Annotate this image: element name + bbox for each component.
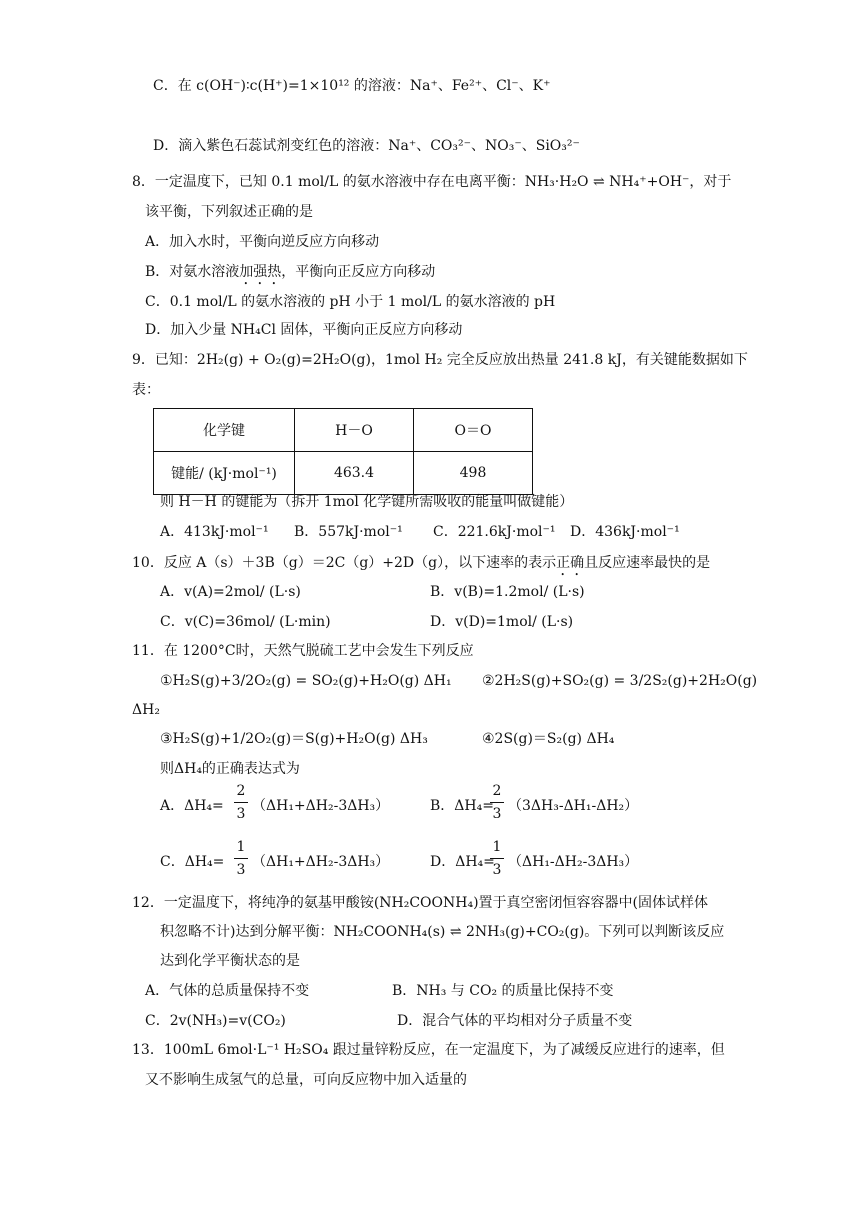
q11-stem: 11．在 1200°C时，天然气脱硫工艺中会发生下列反应	[132, 643, 474, 659]
fraction-denominator: 3	[236, 806, 246, 822]
q10-option-c: C．v(C)=36mol/ (L·min)	[160, 614, 331, 630]
q11-option-d-fraction	[490, 838, 504, 879]
q10-option-a: A．v(A)=2mol/ (L·s)	[160, 584, 301, 600]
q8-option-d: D．加入少量 NH₄Cl 固体，平衡向正反应方向移动	[145, 322, 463, 338]
q10-option-b: B．v(B)=1.2mol/ (L·s)	[430, 584, 585, 600]
q10-option-d: D．v(D)=1mol/ (L·s)	[430, 614, 574, 630]
q11-reaction-1: ①H₂S(g)+3/2O₂(g) = SO₂(g)+H₂O(g) ΔH₁	[160, 673, 452, 689]
q9-question: 则 H－H 的键能为（拆开 1mol 化学键所需吸收的能量叫做键能）	[160, 494, 574, 510]
q11-option-b-post: （3ΔH₃-ΔH₁-ΔH₂）	[508, 798, 639, 814]
q9-option-d: D．436kJ·mol⁻¹	[570, 524, 680, 540]
q8-stem-line2: 该平衡，下列叙述正确的是	[145, 204, 313, 220]
q11-reaction-2-enthalpy: ΔH₂	[132, 702, 160, 718]
table-cell: 463.4	[295, 452, 414, 495]
q11-option-d-post: （ΔH₁-ΔH₂-3ΔH₃）	[508, 854, 639, 870]
q9-option-c: C．221.6kJ·mol⁻¹	[433, 524, 556, 540]
q8-stem-line1: 8．一定温度下，已知 0.1 mol/L 的氨水溶液中存在电离平衡：NH₃·H₂O ⇌ NH₄⁺+OH⁻，对于	[132, 174, 732, 190]
q12-stem-line3: 达到化学平衡状态的是	[160, 953, 300, 969]
table-cell: 键能/ (kJ·mol⁻¹)	[154, 452, 295, 495]
table-header-cell: 化学键	[154, 409, 295, 452]
q11-option-a-post: （ΔH₁+ΔH₂-3ΔH₃）	[252, 798, 390, 814]
q10-stem-pre: 10．反应 A（s）＋3B（g）＝2C（g）+2D（g），以下速率的表示	[132, 555, 557, 571]
bond-energy-table	[153, 408, 533, 495]
q8-option-b-post: ，平衡向正反应方向移动	[281, 264, 436, 280]
q12-option-d: D．混合气体的平均相对分子质量不变	[397, 1013, 633, 1029]
q10-stem-post: 且反应速率最快的是	[584, 555, 711, 571]
q9-stem-line1: 9．已知：2H₂(g) + O₂(g)=2H₂O(g)，1mol H₂ 完全反应放出热量 241.8 kJ，有关键能数据如下	[132, 352, 748, 368]
q9-option-a: A．413kJ·mol⁻¹	[160, 524, 269, 540]
q12-option-c: C．2v(NH₃)=v(CO₂)	[145, 1013, 286, 1029]
q12-stem-line1: 12．一定温度下，将纯净的氨基甲酸铵(NH₂COONH₄)置于真空密闭恒容容器中(固体试样体	[132, 895, 709, 911]
q11-option-b-fraction	[490, 782, 504, 823]
q11-option-c-fraction	[234, 838, 248, 879]
table-cell: 498	[414, 452, 533, 495]
q11-reaction-3: ③H₂S(g)+1/2O₂(g)＝S(g)+H₂O(g) ΔH₃	[160, 731, 428, 747]
q8-option-a: A．加入水时，平衡向逆反应方向移动	[145, 234, 380, 250]
q10-stem-emphasis: 正确	[556, 555, 585, 571]
q9-stem-line2: 表：	[132, 382, 160, 398]
q9-option-b: B．557kJ·mol⁻¹	[294, 524, 403, 540]
q10-stem	[132, 553, 710, 579]
q11-option-d-pre: D．ΔH₄=	[430, 854, 495, 870]
fraction-denominator: 3	[236, 862, 246, 878]
q11-option-c-post: （ΔH₁+ΔH₂-3ΔH₃）	[252, 854, 390, 870]
q11-reaction-2: ②2H₂S(g)+SO₂(g) = 3/2S₂(g)+2H₂O(g)	[482, 673, 758, 689]
q12-stem-line2: 积忽略不计)达到分解平衡：NH₂COONH₄(s) ⇌ 2NH₃(g)+CO₂(g)。下列可以判断该反应	[160, 924, 725, 940]
q8-option-b-pre: B．对氨水溶液	[145, 264, 240, 280]
q11-option-b-pre: B．ΔH₄=	[430, 798, 494, 814]
q8-option-b	[145, 262, 435, 288]
q8-option-b-emphasis: 加强热	[239, 264, 282, 280]
table-header-cell: H－O	[295, 409, 414, 452]
q13-stem-line2: 又不影响生成氢气的总量，可向反应物中加入适量的	[145, 1072, 467, 1088]
fraction-numerator: 1	[492, 839, 502, 855]
table-row	[154, 409, 533, 452]
fraction-numerator: 2	[236, 783, 246, 799]
fraction-denominator: 3	[492, 806, 502, 822]
q12-option-b: B．NH₃ 与 CO₂ 的质量比保持不变	[392, 983, 614, 999]
q8-option-c: C．0.1 mol/L 的氨水溶液的 pH 小于 1 mol/L 的氨水溶液的 pH	[145, 294, 556, 310]
q7-option-c: C．在 c(OH⁻)∶c(H⁺)=1×10¹² 的溶液：Na⁺、Fe²⁺、Cl⁻、K⁺	[153, 78, 551, 94]
q7-option-d: D．滴入紫色石蕊试剂变红色的溶液：Na⁺、CO₃²⁻、NO₃⁻、SiO₃²⁻	[153, 138, 580, 154]
q11-question: 则ΔH₄的正确表达式为	[160, 761, 300, 777]
q11-reaction-4: ④2S(g)＝S₂(g) ΔH₄	[482, 731, 615, 747]
q11-option-c-pre: C．ΔH₄=	[160, 854, 225, 870]
fraction-denominator: 3	[492, 862, 502, 878]
q13-stem-line1: 13．100mL 6mol·L⁻¹ H₂SO₄ 跟过量锌粉反应，在一定温度下，为了减缓反应进行的速率，但	[132, 1042, 725, 1058]
q12-option-a: A．气体的总质量保持不变	[145, 983, 310, 999]
table-header-cell: O＝O	[414, 409, 533, 452]
q11-option-a-pre: A．ΔH₄=	[160, 798, 224, 814]
fraction-numerator: 2	[492, 783, 502, 799]
q11-option-a-fraction	[234, 782, 248, 823]
fraction-numerator: 1	[236, 839, 246, 855]
table-row	[154, 452, 533, 495]
